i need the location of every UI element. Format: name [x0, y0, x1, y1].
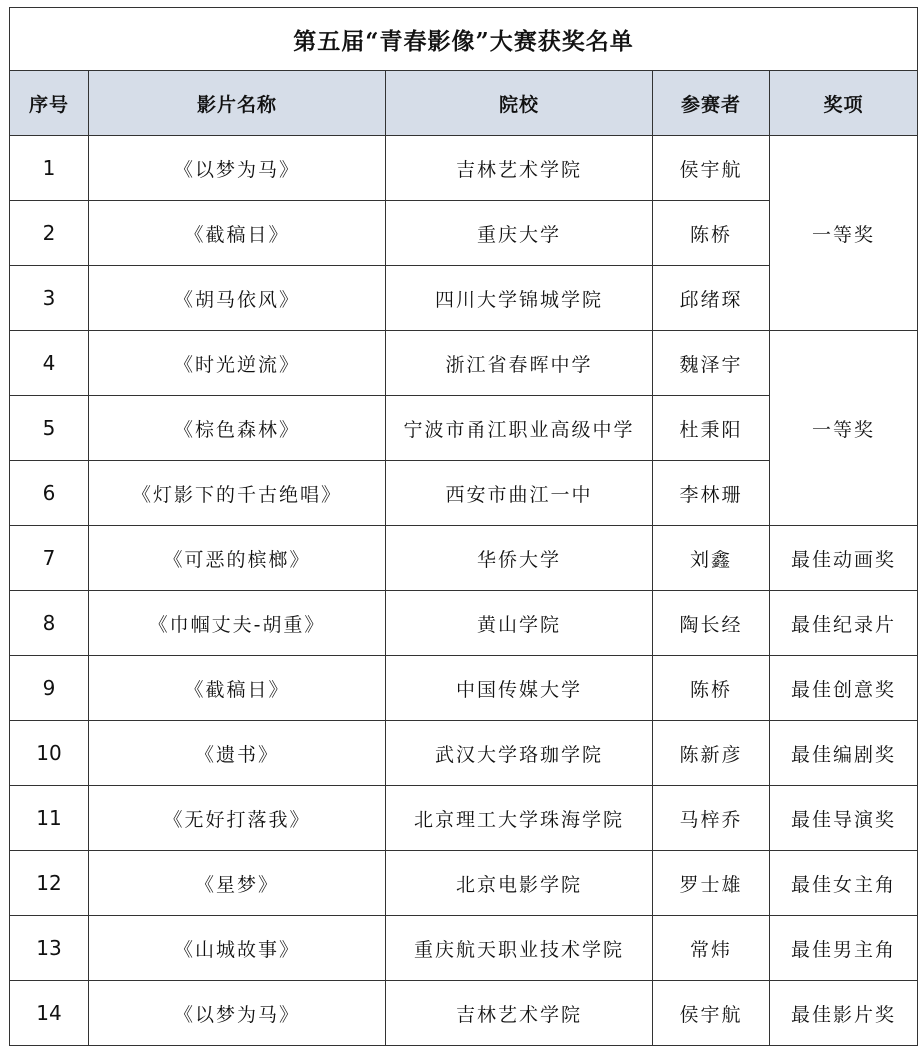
cell-no: 12 [10, 851, 89, 916]
cell-participant: 杜秉阳 [653, 396, 770, 461]
cell-school: 浙江省春晖中学 [386, 331, 653, 396]
cell-award: 一等奖 [770, 331, 918, 526]
table-row [10, 331, 918, 396]
cell-participant: 刘鑫 [653, 526, 770, 591]
cell-no: 2 [10, 201, 89, 266]
table-row [10, 981, 918, 1046]
table-row [10, 721, 918, 786]
cell-school: 中国传媒大学 [386, 656, 653, 721]
cell-participant: 邱绪琛 [653, 266, 770, 331]
table-title: 第五届“青春影像”大赛获奖名单 [10, 8, 918, 71]
cell-school: 吉林艺术学院 [386, 136, 653, 201]
cell-participant: 侯宇航 [653, 981, 770, 1046]
cell-school: 黄山学院 [386, 591, 653, 656]
award-table [9, 7, 918, 1046]
table-row [10, 656, 918, 721]
cell-film: 《以梦为马》 [89, 136, 386, 201]
award-list-sheet [9, 7, 917, 1043]
cell-school: 华侨大学 [386, 526, 653, 591]
cell-school: 四川大学锦城学院 [386, 266, 653, 331]
cell-award: 一等奖 [770, 136, 918, 331]
cell-participant: 侯宇航 [653, 136, 770, 201]
cell-no: 13 [10, 916, 89, 981]
cell-award: 最佳女主角 [770, 851, 918, 916]
header-participant: 参赛者 [653, 71, 770, 136]
cell-no: 5 [10, 396, 89, 461]
cell-school: 宁波市甬江职业高级中学 [386, 396, 653, 461]
cell-school: 北京理工大学珠海学院 [386, 786, 653, 851]
cell-award: 最佳动画奖 [770, 526, 918, 591]
cell-award: 最佳纪录片 [770, 591, 918, 656]
cell-film: 《时光逆流》 [89, 331, 386, 396]
header-film: 影片名称 [89, 71, 386, 136]
header-row [10, 71, 918, 136]
cell-participant: 马梓乔 [653, 786, 770, 851]
cell-film: 《遗书》 [89, 721, 386, 786]
cell-award: 最佳创意奖 [770, 656, 918, 721]
cell-no: 1 [10, 136, 89, 201]
table-row [10, 526, 918, 591]
cell-participant: 陈桥 [653, 656, 770, 721]
cell-film: 《截稿日》 [89, 656, 386, 721]
cell-participant: 常炜 [653, 916, 770, 981]
cell-no: 11 [10, 786, 89, 851]
cell-school: 北京电影学院 [386, 851, 653, 916]
cell-award: 最佳影片奖 [770, 981, 918, 1046]
cell-film: 《山城故事》 [89, 916, 386, 981]
header-no: 序号 [10, 71, 89, 136]
table-row [10, 786, 918, 851]
cell-school: 重庆航天职业技术学院 [386, 916, 653, 981]
cell-participant: 魏泽宇 [653, 331, 770, 396]
cell-film: 《胡马依风》 [89, 266, 386, 331]
cell-film: 《星梦》 [89, 851, 386, 916]
cell-school: 武汉大学珞珈学院 [386, 721, 653, 786]
cell-no: 3 [10, 266, 89, 331]
cell-film: 《棕色森林》 [89, 396, 386, 461]
table-row [10, 916, 918, 981]
cell-film: 《可恶的槟榔》 [89, 526, 386, 591]
cell-no: 9 [10, 656, 89, 721]
header-award: 奖项 [770, 71, 918, 136]
cell-award: 最佳编剧奖 [770, 721, 918, 786]
cell-film: 《巾帼丈夫-胡重》 [89, 591, 386, 656]
cell-no: 14 [10, 981, 89, 1046]
cell-film: 《截稿日》 [89, 201, 386, 266]
cell-film: 《灯影下的千古绝唱》 [89, 461, 386, 526]
cell-participant: 陈桥 [653, 201, 770, 266]
cell-no: 10 [10, 721, 89, 786]
cell-participant: 陈新彦 [653, 721, 770, 786]
table-row [10, 591, 918, 656]
cell-school: 吉林艺术学院 [386, 981, 653, 1046]
cell-school: 重庆大学 [386, 201, 653, 266]
cell-no: 7 [10, 526, 89, 591]
cell-no: 8 [10, 591, 89, 656]
header-school: 院校 [386, 71, 653, 136]
cell-award: 最佳导演奖 [770, 786, 918, 851]
cell-no: 6 [10, 461, 89, 526]
table-row [10, 851, 918, 916]
table-row [10, 136, 918, 201]
title-row [10, 8, 918, 71]
cell-award: 最佳男主角 [770, 916, 918, 981]
cell-participant: 罗士雄 [653, 851, 770, 916]
cell-film: 《以梦为马》 [89, 981, 386, 1046]
cell-no: 4 [10, 331, 89, 396]
cell-participant: 陶长经 [653, 591, 770, 656]
cell-school: 西安市曲江一中 [386, 461, 653, 526]
cell-film: 《无好打落我》 [89, 786, 386, 851]
cell-participant: 李林珊 [653, 461, 770, 526]
